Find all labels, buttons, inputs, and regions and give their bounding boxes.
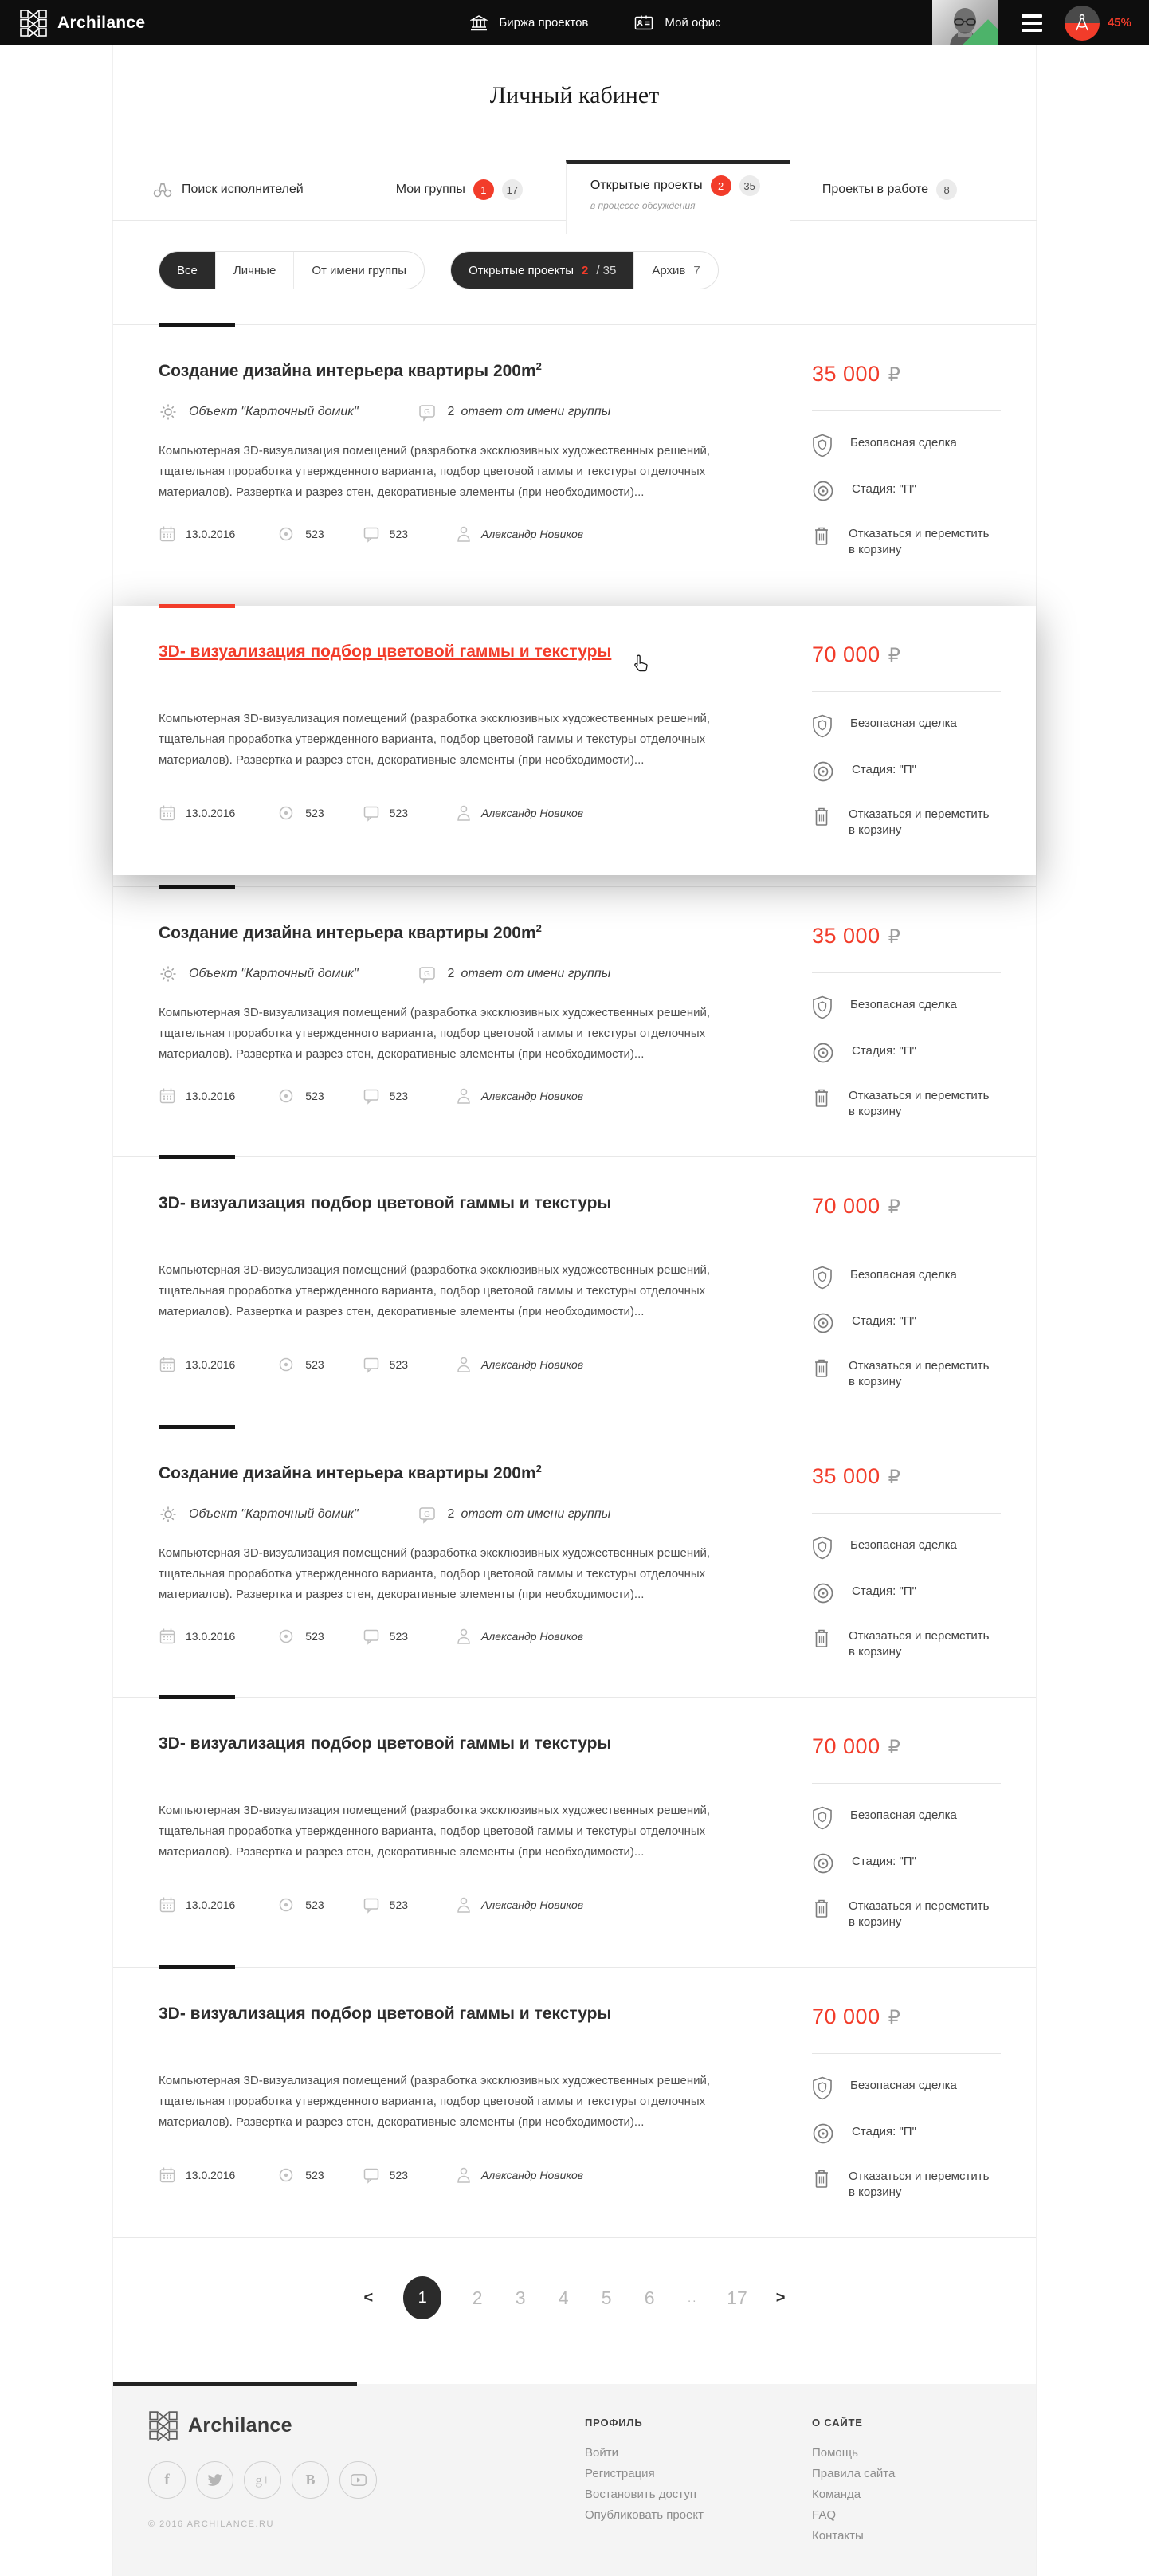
pagination-page-5[interactable]: 5	[601, 2287, 612, 2308]
views-eye-icon	[276, 527, 296, 541]
project-date: 13.0.2016	[159, 804, 235, 822]
filter-all[interactable]: Все	[159, 252, 215, 289]
footer-link[interactable]: Востановить доступ	[585, 2488, 696, 2501]
views-eye-icon	[276, 2168, 296, 2182]
shield-icon	[812, 995, 833, 1019]
project-views: 523	[276, 1629, 324, 1643]
content-end-bar	[113, 2382, 357, 2386]
tab-open-projects[interactable]	[566, 160, 790, 234]
open-total: / 35	[596, 263, 617, 277]
project-author[interactable]: Александр Новиков	[456, 1896, 583, 1914]
shield-icon	[812, 2076, 833, 2100]
nav-label: Биржа проектов	[499, 16, 589, 29]
project-title-link[interactable]: 3D- визуализация подбор цветовой гаммы и текстуры	[159, 1194, 612, 1212]
avatar-photo	[943, 5, 986, 45]
archilance-lattice-icon	[148, 2410, 178, 2441]
views-eye-icon	[276, 806, 296, 820]
project-comments: 523	[363, 2166, 408, 2184]
project-date: 13.0.2016	[159, 1896, 235, 1914]
discard-option[interactable]: Отказаться и перемстить в корзину	[812, 807, 1004, 838]
project-comments: 523	[363, 1896, 408, 1914]
hamburger-menu-icon[interactable]	[1022, 14, 1042, 32]
views-eye-icon	[276, 1629, 296, 1643]
project-description: Компьютерная 3D-визуализация помещений (разработка эксклюзивных художественных решений, тщательная проработка утвержденного варианта, подбор цветовой гаммы и текстуры отделочных материалов). Развертка и разрез стен, декоративные элементы (при необходимости)...	[159, 2074, 711, 2130]
project-description: Компьютерная 3D-визуализация помещений (разработка эксклюзивных художественных решений, тщательная проработка утвержденного варианта, подбор цветовой гаммы и текстуры отделочных материалов). Развертка и разрез стен, декоративные элементы (при необходимости)...	[159, 1006, 711, 1062]
discard-option[interactable]: Отказаться и перемстить в корзину	[812, 1358, 1004, 1390]
group-replies[interactable]: G 2 ответ от имени группы	[418, 1505, 611, 1524]
project-date: 13.0.2016	[159, 2166, 235, 2184]
project-meta-row	[159, 402, 766, 422]
project-title-link[interactable]: Создание дизайна интерьера квартиры $200m^2$	[159, 1463, 542, 1482]
project-date: 13.0.2016	[159, 1356, 235, 1373]
project-title-link[interactable]: Создание дизайна интерьера квартиры $200m^2$	[159, 922, 542, 942]
stage-option[interactable]: Стадия: "П"	[812, 1584, 1004, 1604]
views-eye-icon	[276, 1898, 296, 1912]
project-views: 523	[276, 527, 324, 541]
open-total-badge: 35	[739, 175, 760, 196]
discard-option[interactable]: Отказаться и перемстить в корзину	[812, 2169, 1004, 2201]
vk-icon[interactable]: B	[292, 2461, 329, 2499]
shield-icon	[812, 434, 833, 457]
pagination-page-3[interactable]: 3	[515, 2287, 526, 2308]
archive-count: 7	[693, 263, 700, 277]
nav-item-exchange[interactable]	[470, 14, 588, 32]
safe-deal-option[interactable]: Безопасная сделка	[812, 435, 1004, 457]
tab-my-groups[interactable]	[396, 160, 523, 227]
groups-total-badge: 17	[502, 179, 523, 200]
project-object[interactable]: Объект "Карточный домик"	[159, 1505, 359, 1524]
calendar-icon	[159, 1628, 176, 1645]
project-title-link[interactable]: 3D- визуализация подбор цветовой гаммы и текстуры	[159, 641, 766, 662]
project-description: Компьютерная 3D-визуализация помещений (разработка эксклюзивных художественных решений, тщательная проработка утвержденного варианта, подбор цветовой гаммы и текстуры отделочных материалов). Развертка и разрез стен, декоративные элементы (при необходимости)...	[159, 444, 711, 500]
nav-item-office[interactable]	[634, 14, 720, 32]
svg-text:G: G	[423, 408, 430, 418]
target-icon	[812, 760, 834, 783]
safe-deal-option[interactable]: Безопасная сделка	[812, 997, 1004, 1019]
project-meta-row	[159, 964, 766, 984]
project-stats	[159, 1356, 766, 1373]
trash-icon	[812, 805, 831, 838]
views-eye-icon	[276, 1357, 296, 1372]
calendar-icon	[159, 1087, 176, 1105]
shield-icon	[812, 1536, 833, 1560]
target-icon	[812, 2122, 834, 2145]
trash-icon	[812, 1086, 831, 1120]
project-description: Компьютерная 3D-визуализация помещений (разработка эксклюзивных художественных решений, тщательная проработка утвержденного варианта, подбор цветовой гаммы и текстуры отделочных материалов). Развертка и разрез стен, декоративные элементы (при необходимости)...	[159, 1546, 711, 1602]
discard-option[interactable]: Отказаться и перемстить в корзину	[812, 1628, 1004, 1660]
target-icon	[812, 1312, 834, 1334]
author-person-icon	[456, 1896, 472, 1914]
tab-label: Открытые проекты	[590, 179, 703, 192]
drafting-compass-icon	[1073, 14, 1091, 33]
shield-icon	[812, 1806, 833, 1830]
project-comments: 523	[363, 1356, 408, 1373]
trash-icon	[812, 1357, 831, 1390]
views-eye-icon	[276, 1089, 296, 1103]
comment-bubble-icon	[363, 1087, 380, 1105]
social-links	[148, 2461, 585, 2499]
footer-link[interactable]: FAQ	[812, 2508, 837, 2522]
project-description: Компьютерная 3D-визуализация помещений (разработка эксклюзивных художественных решений, тщательная проработка утвержденного варианта, подбор цветовой гаммы и текстуры отделочных материалов). Развертка и разрез стен, декоративные элементы (при необходимости)...	[159, 1804, 711, 1859]
footer-column-about	[812, 2410, 1012, 2550]
price-divider	[812, 410, 1001, 411]
project-card	[113, 324, 1036, 595]
main-container	[112, 45, 1037, 2576]
open-count: 2	[581, 263, 589, 277]
filter-personal[interactable]: Личные	[215, 252, 293, 289]
project-date: 13.0.2016	[159, 1087, 235, 1105]
footer-link[interactable]: Помощь	[812, 2446, 858, 2460]
pagination-ellipsis[interactable]: ..	[688, 2291, 698, 2305]
footer-link[interactable]: Команда	[812, 2488, 861, 2501]
project-card	[113, 1156, 1036, 1427]
author-person-icon	[456, 525, 472, 543]
project-stats	[159, 1628, 766, 1645]
archilance-lattice-icon	[19, 9, 48, 37]
footer	[113, 2384, 1036, 2576]
safe-deal-option[interactable]: Безопасная сделка	[812, 1537, 1004, 1560]
project-title-link[interactable]: 3D- визуализация подбор цветовой гаммы и текстуры	[159, 2005, 612, 2023]
binoculars-icon	[153, 181, 172, 198]
project-stats	[159, 525, 766, 543]
pagination-page-1[interactable]: 1	[403, 2276, 441, 2319]
project-author[interactable]: Александр Новиков	[456, 525, 583, 543]
open-new-badge: 2	[711, 175, 731, 196]
bank-icon	[470, 14, 488, 32]
profile-progress-percent: 45%	[1107, 16, 1131, 29]
project-stats	[159, 2166, 766, 2184]
project-price: 35 000 ₽	[812, 924, 901, 948]
target-icon	[812, 1042, 834, 1064]
safe-deal-option[interactable]: Безопасная сделка	[812, 1808, 1004, 1830]
footer-link[interactable]: Правила сайта	[812, 2467, 896, 2480]
discard-option[interactable]: Отказаться и перемстить в корзину	[812, 526, 1004, 558]
project-views: 523	[276, 806, 324, 820]
pagination-page-2[interactable]: 2	[472, 2287, 483, 2308]
project-price: 35 000 ₽	[812, 362, 901, 386]
group-bubble-icon	[418, 402, 437, 422]
project-price: 70 000 ₽	[812, 642, 901, 666]
comment-bubble-icon	[363, 1896, 380, 1914]
comment-bubble-icon	[363, 2166, 380, 2184]
project-stats	[159, 1896, 766, 1914]
target-icon	[812, 1852, 834, 1875]
footer-column-profile	[585, 2410, 812, 2550]
project-date: 13.0.2016	[159, 1628, 235, 1645]
discard-option[interactable]: Отказаться и перемстить в корзину	[812, 1088, 1004, 1120]
pagination-page-17[interactable]: 17	[727, 2287, 747, 2308]
brand-logo[interactable]	[19, 9, 145, 37]
project-price: 70 000 ₽	[812, 1194, 901, 1218]
safe-deal-option[interactable]: Безопасная сделка	[812, 2078, 1004, 2100]
gear-icon	[159, 964, 178, 984]
page-title: Личный кабинет	[489, 82, 660, 108]
google-plus-icon[interactable]: g+	[244, 2461, 281, 2499]
project-views: 523	[276, 1898, 324, 1912]
price-divider	[812, 1513, 1001, 1514]
target-icon	[812, 480, 834, 502]
svg-text:G: G	[423, 970, 430, 980]
author-person-icon	[456, 804, 472, 822]
price-divider	[812, 1783, 1001, 1784]
author-person-icon	[456, 1628, 472, 1645]
twitter-icon[interactable]	[196, 2461, 233, 2499]
pagination-next-arrow[interactable]: >	[775, 2288, 786, 2307]
filter-archive[interactable]: Архив 7	[633, 252, 717, 289]
work-total-badge: 8	[936, 179, 957, 200]
stage-option[interactable]: Стадия: "П"	[812, 1043, 1004, 1064]
calendar-icon	[159, 1896, 176, 1914]
stage-option[interactable]: Стадия: "П"	[812, 1314, 1004, 1334]
calendar-icon	[159, 804, 176, 822]
project-card	[113, 886, 1036, 1156]
group-replies[interactable]: G 2 ответ от имени группы	[418, 964, 611, 984]
price-divider	[812, 691, 1001, 692]
trash-icon	[812, 524, 831, 558]
project-card	[113, 1967, 1036, 2237]
safe-deal-option[interactable]: Безопасная сделка	[812, 1267, 1004, 1290]
project-comments: 523	[363, 525, 408, 543]
tab-search-performers[interactable]	[153, 160, 304, 227]
stage-option[interactable]: Стадия: "П"	[812, 2124, 1004, 2145]
footer-column-title: ПРОФИЛЬ	[585, 2417, 643, 2429]
project-comments: 523	[363, 1087, 408, 1105]
svg-text:G: G	[423, 1510, 430, 1520]
top-header	[0, 0, 1149, 45]
filter-open-projects[interactable]: Открытые проекты 2 / 35	[451, 252, 633, 289]
youtube-icon[interactable]	[339, 2461, 377, 2499]
stage-option[interactable]: Стадия: "П"	[812, 762, 1004, 783]
project-author[interactable]: Александр Новиков	[456, 1628, 583, 1645]
project-views: 523	[276, 1089, 324, 1103]
project-object[interactable]: Объект "Карточный домик"	[159, 964, 359, 984]
trash-icon	[812, 1897, 831, 1930]
project-price: 70 000 ₽	[812, 1734, 901, 1758]
project-stats	[159, 804, 766, 822]
comment-bubble-icon	[363, 525, 380, 543]
price-divider	[812, 972, 1001, 973]
trash-icon	[812, 2167, 831, 2201]
author-person-icon	[456, 1356, 472, 1373]
shield-icon	[812, 1266, 833, 1290]
project-title-link[interactable]: 3D- визуализация подбор цветовой гаммы и текстуры	[159, 1734, 612, 1753]
facebook-icon[interactable]: f	[148, 2461, 186, 2499]
state-filter	[450, 251, 719, 289]
footer-link[interactable]: Опубликовать проект	[585, 2508, 704, 2522]
project-description: Компьютерная 3D-визуализация помещений (разработка эксклюзивных художественных решений, тщательная проработка утвержденного варианта, подбор цветовой гаммы и текстуры отделочных материалов). Развертка и разрез стен, декоративные элементы (при необходимости)...	[159, 1263, 711, 1319]
author-person-icon	[456, 1087, 472, 1105]
groups-new-badge: 1	[473, 179, 494, 200]
filter-group[interactable]: От имени группы	[293, 252, 424, 289]
filters-bar	[159, 251, 1036, 324]
price-divider	[812, 2053, 1001, 2054]
project-author[interactable]: Александр Новиков	[456, 1087, 583, 1105]
pagination-page-6[interactable]: 6	[644, 2287, 655, 2308]
project-card	[113, 606, 1036, 875]
project-object[interactable]: Объект "Карточный домик"	[159, 402, 359, 422]
project-card	[113, 1697, 1036, 1967]
tab-label: Мои группы	[395, 183, 465, 196]
project-description: Компьютерная 3D-визуализация помещений (разработка эксклюзивных художественных решений, тщательная проработка утвержденного варианта, подбор цветовой гаммы и текстуры отделочных материалов). Развертка и разрез стен, декоративные элементы (при необходимости)...	[159, 712, 711, 768]
project-title-link[interactable]: Создание дизайна интерьера квартиры $200m^2$	[159, 360, 542, 380]
group-replies[interactable]: G 2 ответ от имени группы	[418, 402, 611, 422]
calendar-icon	[159, 2166, 176, 2184]
tab-subtitle: в процессе обсуждения	[590, 200, 696, 211]
nav-label: Мой офис	[665, 16, 721, 29]
pagination-page-4[interactable]: 4	[558, 2287, 569, 2308]
user-avatar[interactable]	[932, 0, 998, 45]
project-list	[113, 324, 1036, 2237]
project-comments: 523	[363, 804, 408, 822]
tabs-bar	[113, 160, 1036, 227]
calendar-icon	[159, 1356, 176, 1373]
footer-left	[148, 2410, 585, 2550]
project-price: 70 000 ₽	[812, 2005, 901, 2028]
comment-bubble-icon	[363, 1356, 380, 1373]
stage-option[interactable]: Стадия: "П"	[812, 481, 1004, 502]
mouse-hand-cursor	[633, 654, 650, 674]
footer-brand[interactable]	[148, 2410, 585, 2441]
project-author[interactable]: Александр Новиков	[456, 1356, 583, 1373]
discard-option[interactable]: Отказаться и перемстить в корзину	[812, 1899, 1004, 1930]
id-card-icon	[634, 14, 653, 32]
scope-filter	[159, 251, 425, 289]
project-author[interactable]: Александр Новиков	[456, 804, 583, 822]
safe-deal-option[interactable]: Безопасная сделка	[812, 716, 1004, 738]
copyright: © 2016 ARCHILANCE.RU	[148, 2519, 274, 2529]
pagination-section	[113, 2237, 1036, 2382]
top-nav	[470, 14, 720, 32]
project-meta-row	[159, 1505, 766, 1524]
author-person-icon	[456, 2166, 472, 2184]
footer-link[interactable]: Регистрация	[585, 2467, 655, 2480]
comment-bubble-icon	[363, 1628, 380, 1645]
target-icon	[812, 1582, 834, 1604]
project-card	[113, 1427, 1036, 1697]
brand-name: Archilance	[57, 13, 146, 32]
project-views: 523	[276, 2168, 324, 2182]
stage-option[interactable]: Стадия: "П"	[812, 1854, 1004, 1875]
gear-icon	[159, 1505, 178, 1524]
group-bubble-icon	[418, 1505, 437, 1524]
tab-label: Проекты в работе	[822, 183, 929, 196]
comment-bubble-icon	[363, 804, 380, 822]
footer-link[interactable]: Контакты	[812, 2529, 864, 2543]
project-comments: 523	[363, 1628, 408, 1645]
tab-projects-in-work[interactable]	[822, 160, 957, 227]
project-views: 523	[276, 1357, 324, 1372]
profile-progress-circle[interactable]	[1065, 6, 1100, 41]
shield-icon	[812, 714, 833, 738]
footer-link[interactable]: Войти	[585, 2446, 618, 2460]
project-stats	[159, 1087, 766, 1105]
project-author[interactable]: Александр Новиков	[456, 2166, 583, 2184]
pagination	[113, 2276, 1036, 2319]
tab-label: Поиск исполнителей	[182, 183, 304, 196]
pagination-prev-arrow[interactable]: <	[363, 2288, 374, 2307]
footer-column-title: О САЙТЕ	[812, 2417, 863, 2429]
calendar-icon	[159, 525, 176, 543]
project-price: 35 000 ₽	[812, 1464, 901, 1488]
trash-icon	[812, 1627, 831, 1660]
group-bubble-icon	[418, 964, 437, 984]
footer-brand-name: Archilance	[188, 2413, 292, 2437]
gear-icon	[159, 402, 178, 422]
project-date: 13.0.2016	[159, 525, 235, 543]
